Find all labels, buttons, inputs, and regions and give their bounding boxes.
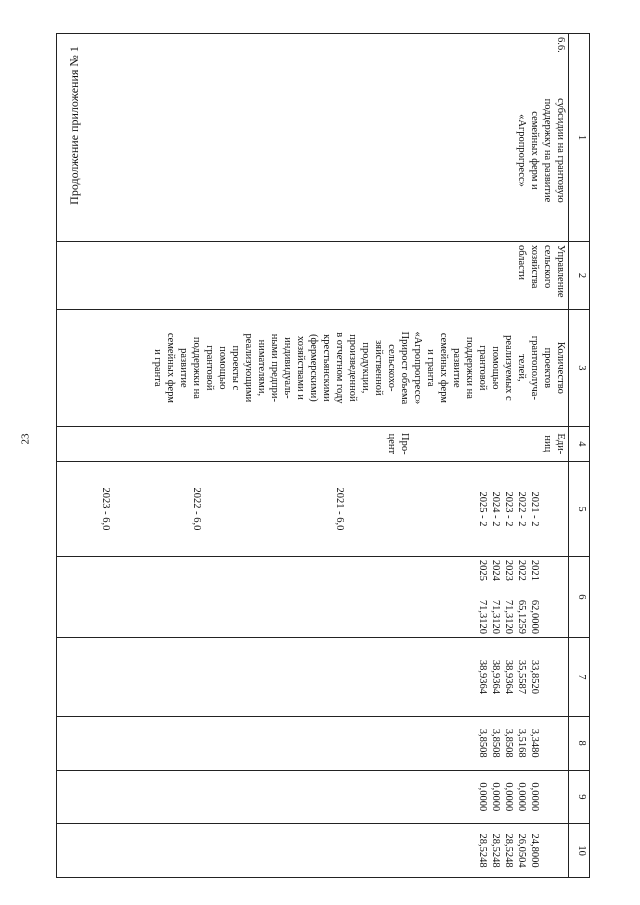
amount: 35,5587: [516, 659, 527, 694]
indicator2-line: помощью: [217, 346, 228, 390]
table-row: [57, 34, 569, 878]
header-col-10: 10: [569, 824, 590, 878]
amount: 38,9364: [503, 659, 514, 694]
col7-cell: [57, 637, 569, 716]
amount: 0,0000: [529, 782, 540, 812]
target-value: 2025 - 2: [477, 491, 488, 527]
executor-line: области: [516, 244, 527, 281]
target-value: 2021 - 6,0: [334, 487, 345, 531]
indicator2-line: индивидуаль-: [282, 337, 293, 399]
amount: 71,3120: [503, 599, 514, 634]
indicator2-line: зяйственной: [373, 340, 384, 396]
target-value: 2022 - 2: [516, 491, 527, 527]
col8-cell: [57, 716, 569, 770]
indicator2-line: развитие: [178, 348, 189, 388]
indicator2-line: сельскохо-: [386, 344, 397, 392]
indicator1-line: телей,: [516, 354, 527, 382]
amount: 28,5248: [503, 833, 514, 868]
indicator2-line: крестьянскими: [321, 334, 332, 402]
amount: 3,5168: [516, 728, 527, 758]
page-number: 23: [19, 433, 32, 445]
header-col-8: 8: [569, 716, 590, 770]
indicator2-line: проекты с: [230, 345, 241, 391]
amount: 3,3480: [529, 728, 540, 758]
amount: 0,0000: [516, 782, 527, 812]
executor-cell: [57, 241, 569, 309]
header-col-9: 9: [569, 770, 590, 824]
header-col-6: 6: [569, 556, 590, 637]
indicator1-line: поддержки на: [464, 336, 475, 399]
indicator2-line: семейных ферм: [165, 332, 176, 403]
target-value: 2024 - 2: [490, 491, 501, 527]
amount: 3,8508: [490, 728, 501, 758]
executor-line: хозяйства: [529, 244, 540, 289]
indicator2-line: (фермерскими): [308, 334, 319, 402]
row-number: 6.6.: [555, 37, 566, 53]
amount: 0,0000: [490, 782, 501, 812]
table-sheet: [60, 33, 590, 878]
indicator1-line: Количество: [555, 341, 566, 394]
amount: 28,5248: [490, 833, 501, 868]
table-header-row: [569, 34, 590, 878]
year-funding-cell: [57, 556, 569, 637]
year: 2024: [490, 559, 501, 581]
indicator2-line: и гранта: [152, 349, 163, 387]
indicator1-line: и гранта: [425, 349, 436, 387]
amount: 28,5248: [477, 833, 488, 868]
amount: 71,3120: [490, 599, 501, 634]
indicator2-line: нимателями,: [256, 339, 267, 397]
measure-cell: [57, 34, 569, 242]
unit-line: ниц: [542, 435, 553, 453]
target-cell: [57, 462, 569, 557]
indicator1-line: семейных ферм: [438, 332, 449, 403]
continuation-title: Продолжение приложения № 1: [66, 46, 81, 205]
amount: 3,8508: [503, 728, 514, 758]
year: 2021: [529, 559, 540, 581]
indicator1-line: грантополуча-: [529, 335, 540, 400]
measure-line: поддержку на развитие: [542, 98, 553, 203]
amount: 3,8508: [477, 728, 488, 758]
col9-cell: [57, 770, 569, 824]
indicator2-line: реализующими: [243, 333, 254, 403]
header-col-4: 4: [569, 426, 590, 461]
unit-line: Еди-: [555, 433, 566, 455]
year: 2025: [477, 559, 488, 581]
executor-line: Управление: [555, 244, 566, 298]
indicator2-line: произведенной: [347, 334, 358, 402]
target-value: 2022 - 6,0: [191, 487, 202, 531]
indicator2-line: в отчетном году: [334, 332, 345, 404]
indicator2-line: продукции,: [360, 342, 371, 394]
header-col-2: 2: [569, 241, 590, 309]
indicator2-line: Прирост объема: [399, 331, 410, 405]
year: 2022: [516, 559, 527, 581]
unit-line: Про-: [399, 433, 410, 455]
header-col-7: 7: [569, 637, 590, 716]
amount: 0,0000: [477, 782, 488, 812]
amount: 26,0504: [516, 833, 527, 868]
amount: 38,9364: [490, 659, 501, 694]
indicator1-line: «Агропрогресс»: [412, 331, 423, 405]
header-col-1: 1: [569, 34, 590, 242]
target-value: 2023 - 6,0: [100, 487, 111, 531]
measure-line: «Агропрогресс»: [516, 114, 527, 187]
indicator1-line: помощью: [490, 346, 501, 390]
indicator1-line: реализуемых с: [503, 335, 514, 401]
indicator2-line: поддержки на: [191, 336, 202, 399]
measure-line: субсидии на грантовую: [555, 98, 566, 203]
amount: 71,3120: [477, 599, 488, 634]
amount: 65,1259: [516, 599, 527, 634]
measure-line: семейных ферм и: [529, 111, 540, 190]
header-col-3: 3: [569, 310, 590, 427]
amount: 33,8520: [529, 659, 540, 694]
amount: 0,0000: [503, 782, 514, 812]
indicator2-line: хозяйствами и: [295, 335, 306, 400]
data-table: [56, 33, 590, 878]
amount: 24,8000: [529, 833, 540, 868]
year: 2023: [503, 559, 514, 581]
col10-cell: [57, 824, 569, 878]
header-col-5: 5: [569, 462, 590, 557]
target-value: 2023 - 2: [503, 491, 514, 527]
amount: 62,0000: [529, 599, 540, 634]
unit-cell: [57, 426, 569, 461]
unit-line: цент: [386, 433, 397, 455]
indicator1-line: грантовой: [477, 345, 488, 391]
indicator2-line: ными предпри-: [269, 333, 280, 403]
amount: 38,9364: [477, 659, 488, 694]
indicator1-line: развитие: [451, 348, 462, 388]
indicator1-line: проектов: [542, 347, 553, 389]
indicator-name-cell: [57, 310, 569, 427]
target-value: 2021 - 2: [529, 491, 540, 527]
executor-line: сельского: [542, 244, 553, 289]
indicator2-line: грантовой: [204, 345, 215, 391]
